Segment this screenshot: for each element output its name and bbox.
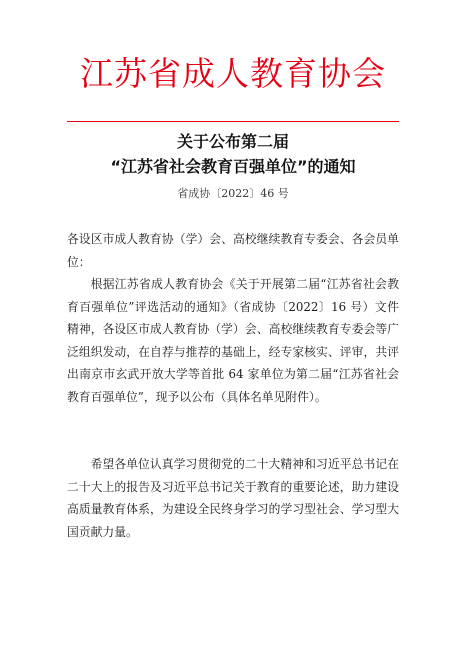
salutation: 各设区市成人教育协（学）会、高校继续教育专委会、各会员单位： [67,232,399,269]
body-paragraph-1: 根据江苏省成人教育协会《关于开展第二届“江苏省社会教育百强单位”评选活动的通知》（省成协〔2022〕16 号）文件精神，各设区市成人教育协（学）会、高校继续教育专委会等广泛组织发动，在自荐与推荐的基础上，经专家核实、评审，共评出南京市玄武开放大学等首批 64 家单位为第二届“江苏省社会教育百强单位”，现予以公布（具体名单见附件）。 [67,277,399,404]
body-paragraph-2: 希望各单位认真学习贯彻党的二十大精神和习近平总书记在二十大上的报告及习近平总书记关于教育的重要论述，助力建设高质量教育体系，为建设全民终身学习的学习型社会、学习型大国贡献力量。 [67,457,399,539]
notice-title-line2: “江苏省社会教育百强单位”的通知 [110,157,356,176]
notice-title-line1: 关于公布第二届 [176,132,289,151]
masthead-organization-name: 江苏省成人教育协会 [80,54,386,93]
document-number: 省成协〔2022〕46 号 [177,187,289,200]
masthead-red-rule [67,121,399,122]
